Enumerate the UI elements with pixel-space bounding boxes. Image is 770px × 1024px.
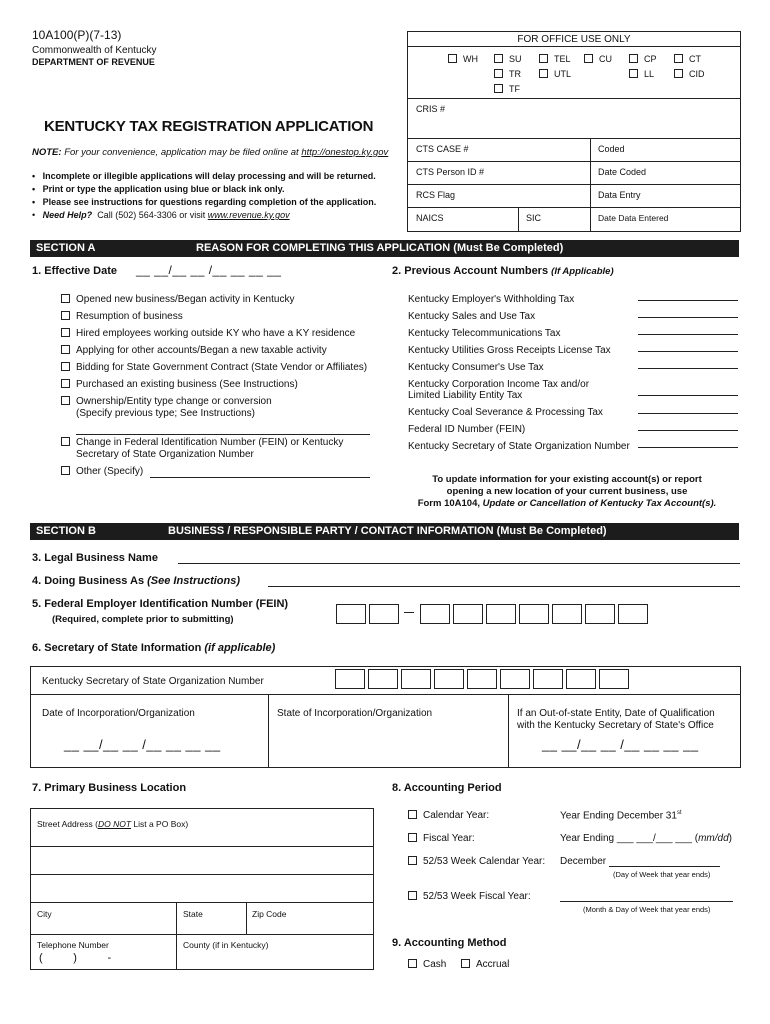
sos-info-label: 6. Secretary of State Information (if applicable) [32,642,276,654]
acct-telecom: Kentucky Telecommunications Tax [408,328,561,339]
code-su[interactable]: SU [494,54,522,64]
reason-purchased[interactable]: Purchased an existing business (See Instructions) [61,376,367,393]
reason-fein[interactable]: Change in Federal Identification Number (FEIN) or Kentucky Secretary of State Organization Number [61,437,343,461]
state-label: State [183,909,203,919]
state-inc-label: State of Incorporation/Organization [277,708,433,719]
acct-telecom-line[interactable] [638,334,738,335]
day-of-week-input[interactable] [609,866,720,867]
primary-location-label: 7. Primary Business Location [32,782,187,794]
section-a-title: REASON FOR COMPLETING THIS APPLICATION (Must Be Completed) [196,242,564,254]
acct-consumer: Kentucky Consumer's Use Tax [408,362,544,373]
fiscal-value[interactable]: Year Ending ___ ___/___ ___ (mm/dd) [560,833,732,844]
code-cu[interactable]: CU [584,54,612,64]
period-calendar[interactable]: Calendar Year: [408,810,489,821]
acct-fein-line[interactable] [638,430,738,431]
note: NOTE: For your convenience, application may be filed online at http://onestop.ky.gov [32,147,389,158]
section-a-bar [30,240,739,257]
period-5253-fiscal[interactable]: 52/53 Week Fiscal Year: [408,891,531,902]
street-input-1[interactable] [31,846,373,875]
acct-consumer-line[interactable] [638,368,738,369]
reason-hired[interactable]: Hired employees working outside KY who have a KY residence [61,325,367,342]
data-entry-label: Data Entry [598,190,641,200]
section-a-label: SECTION A [36,242,96,254]
coded-label: Coded [598,144,625,154]
code-utl[interactable]: UTL [539,69,571,79]
effective-date-label: 1. Effective Date [32,265,117,277]
section-b-title: BUSINESS / RESPONSIBLE PARTY / CONTACT INFORMATION (Must Be Completed) [168,525,607,537]
reason-opened[interactable]: Opened new business/Began activity in Kentucky [61,291,367,308]
oos-date-input[interactable]: __ __/__ __ /__ __ __ __ [542,737,699,752]
dow-note: (Day of Week that year ends) [613,870,711,879]
code-cid[interactable]: CID [674,69,705,79]
section-b-label: SECTION B [36,525,96,537]
reason-resumption[interactable]: Resumption of business [61,308,367,325]
code-wh[interactable]: WH [448,54,478,64]
acct-coal-line[interactable] [638,413,738,414]
reason-other-accounts[interactable]: Applying for other accounts/Began a new taxable activity [61,342,367,359]
legal-name-input[interactable] [178,563,740,564]
onestop-link[interactable]: http://onestop.ky.gov [301,147,389,158]
street-input-2[interactable] [31,874,373,903]
sos-org-label: Kentucky Secretary of State Organization Number [42,676,264,687]
acct-corporation-line[interactable] [638,395,738,396]
previous-accounts-label: 2. Previous Account Numbers (If Applicable) [392,265,614,277]
reason-ownership[interactable]: Ownership/Entity type change or conversion [61,396,367,408]
acct-fein: Federal ID Number (FEIN) [408,424,526,435]
phone-label: Telephone Number [37,940,109,950]
acct-sos-line[interactable] [638,447,738,448]
other-line[interactable] [150,477,370,478]
cts-case-label: CTS CASE # [416,144,469,154]
cris-label: CRIS # [416,104,446,114]
calendar-value: Year Ending December 31st [560,810,682,822]
date-coded-label: Date Coded [598,167,647,177]
dba-input[interactable] [268,586,740,587]
instructions-list [32,170,376,222]
date-inc-label: Date of Incorporation/Organization [42,708,195,719]
code-ct[interactable]: CT [674,54,701,64]
agency: Commonwealth of Kentucky [32,45,157,56]
office-use-title: FOR OFFICE USE ONLY [517,34,631,45]
city-label: City [37,909,52,919]
code-tr[interactable]: TR [494,69,521,79]
fein-label: 5. Federal Employer Identification Number (FEIN) [32,598,289,610]
reason-bidding[interactable]: Bidding for State Government Contract (State Vendor or Affiliates) [61,359,367,376]
accounting-method-label: 9. Accounting Method [392,937,507,949]
form-id: 10A100(P)(7-13) [32,28,122,42]
location-box [30,808,374,970]
code-tf[interactable]: TF [494,84,520,94]
revenue-link[interactable]: www.revenue.ky.gov [207,210,290,220]
ownership-line[interactable] [76,434,370,435]
date-inc-input[interactable]: __ __/__ __ /__ __ __ __ [64,737,221,752]
phone-input[interactable]: ( ) - [39,952,112,964]
date-data-entered-label: Date Data Entered [598,213,669,223]
naics-label: NAICS [416,213,444,223]
office-use-box [407,31,741,232]
period-fiscal[interactable]: Fiscal Year: [408,833,475,844]
oos-label: If an Out-of-state Entity, Date of Qualification with the Kentucky Secretary of State's Office [517,708,715,731]
acct-utilities-line[interactable] [638,351,738,352]
method-cash[interactable]: Cash [408,959,446,970]
dba-label: 4. Doing Business As (See Instructions) [32,575,241,587]
county-label: County (if in Kentucky) [183,940,269,950]
acct-corp-sub: Limited Liability Entity Tax [408,390,523,401]
bullet-help: • Need Help? Call (502) 564-3306 or visit www.revenue.ky.gov [32,210,290,220]
rcs-flag-label: RCS Flag [416,190,456,200]
acct-sales-line[interactable] [638,317,738,318]
department: DEPARTMENT OF REVENUE [32,57,155,67]
street-label: Street Address (DO NOT List a PO Box) [37,819,189,829]
cts-person-label: CTS Person ID # [416,167,485,177]
december-label: December [560,856,607,867]
acct-corporation: Kentucky Corporation Income Tax and/or [408,379,590,390]
bullet-2: • Print or type the application using blue or black ink only. [32,184,285,194]
acct-coal: Kentucky Coal Severance & Processing Tax [408,407,603,418]
fein-sub: (Required, complete prior to submitting) [52,614,234,625]
acct-utilities: Kentucky Utilities Gross Receipts License Tax [408,345,611,356]
mdow-note: (Month & Day of Week that year ends) [583,905,711,914]
accounts-list [408,291,630,455]
reason-list [61,291,367,420]
period-5253-calendar[interactable]: 52/53 Week Calendar Year: [408,856,545,867]
bullet-3: • Please see instructions for questions regarding completion of the application. [32,197,377,207]
acct-withholding-line[interactable] [638,300,738,301]
accounting-period-label: 8. Accounting Period [392,782,502,794]
bullet-1: • Incomplete or illegible applications will delay processing and will be returned. [32,171,376,181]
method-accrual[interactable]: Accrual [461,959,509,970]
acct-sos: Kentucky Secretary of State Organization Number [408,441,630,452]
acct-sales: Kentucky Sales and Use Tax [408,311,536,322]
ownership-sub: (Specify previous type; See Instructions) [76,408,255,419]
section-b-bar [30,523,739,540]
reason-other[interactable]: Other (Specify) [61,466,143,477]
month-day-week-input[interactable] [560,901,733,902]
zip-label: Zip Code [252,909,287,919]
sos-box [30,666,741,768]
code-cp[interactable]: CP [629,54,657,64]
acct-withholding: Kentucky Employer's Withholding Tax [408,294,575,305]
sic-label: SIC [526,213,542,223]
effective-date-input[interactable]: __ __/__ __ /__ __ __ __ [136,263,282,277]
legal-name-label: 3. Legal Business Name [32,552,158,564]
page-title: KENTUCKY TAX REGISTRATION APPLICATION [44,118,374,135]
code-tel[interactable]: TEL [539,54,571,64]
update-notice: To update information for your existing account(s) or report opening a new location of your current business, use Form 10A104, Update or Cancellation of Kentucky Tax Account(s). [417,474,717,509]
code-ll[interactable]: LL [629,69,654,79]
